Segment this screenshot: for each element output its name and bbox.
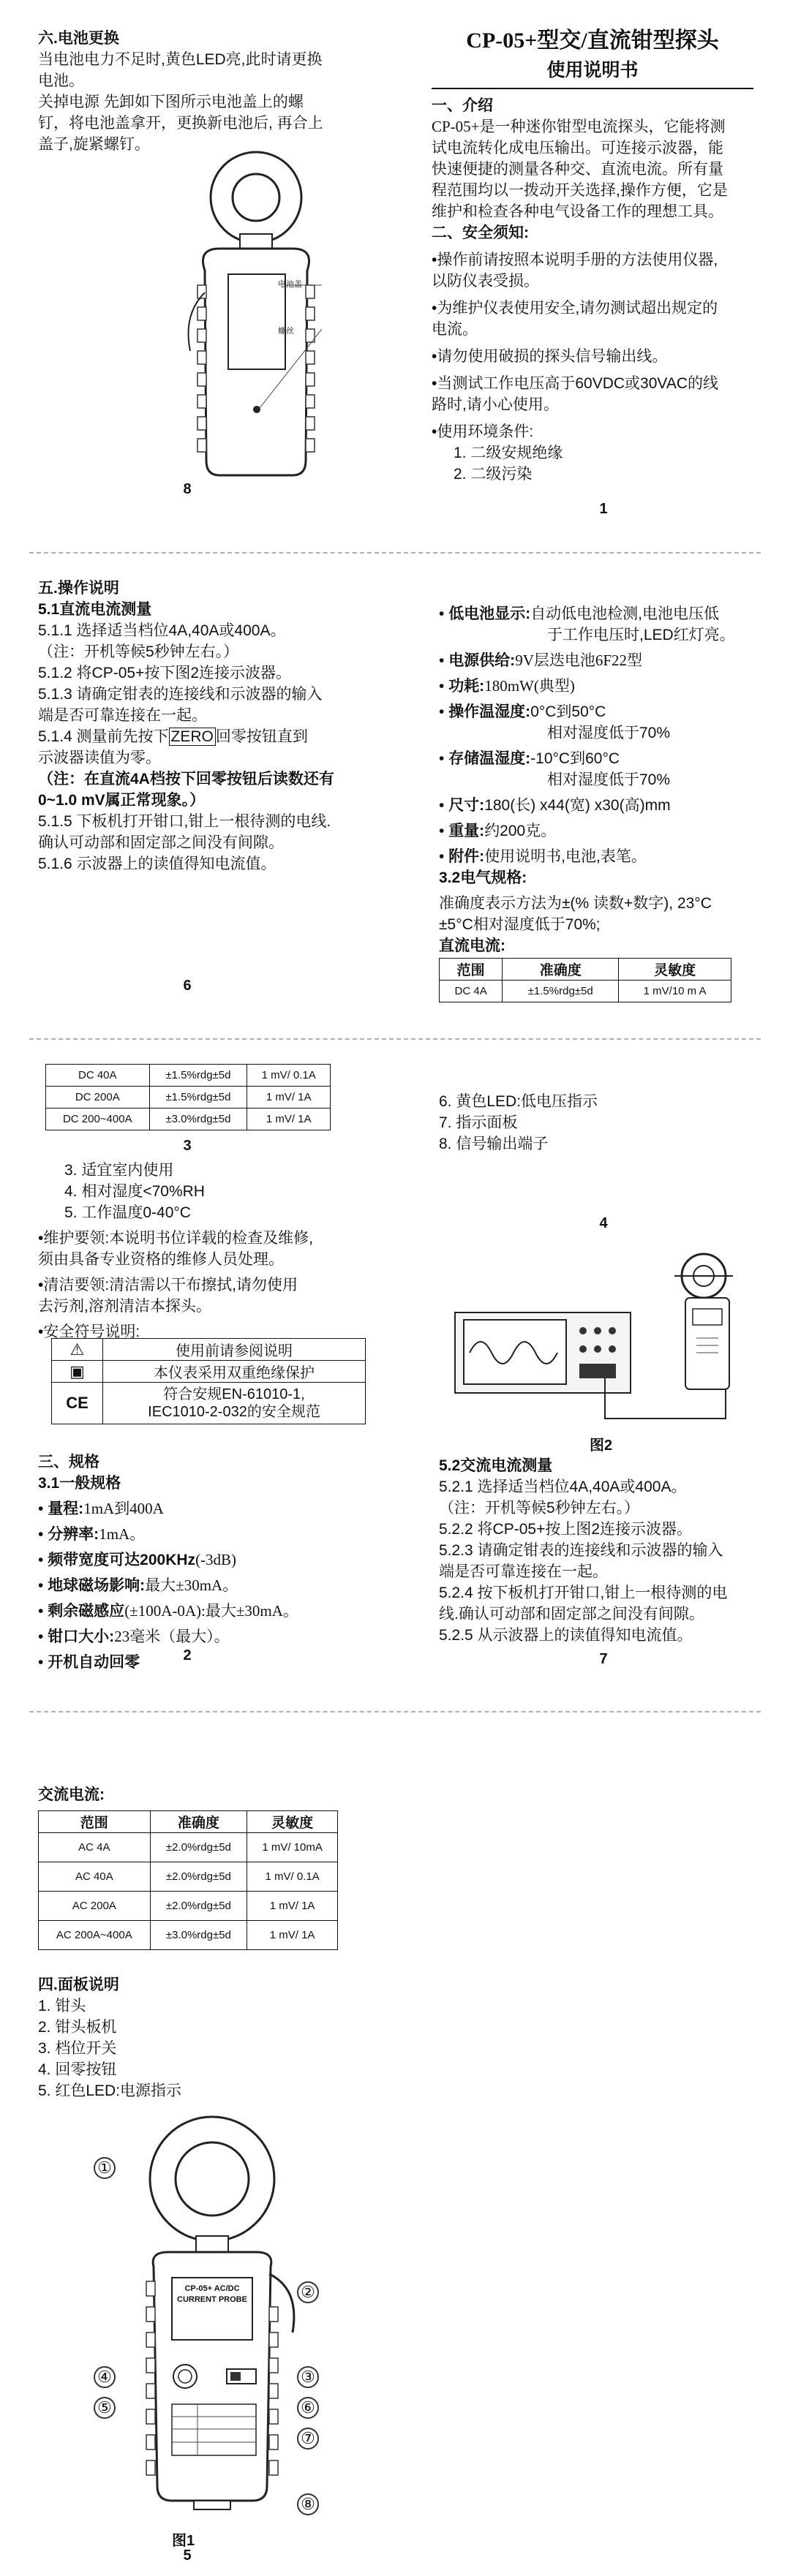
battery-line-3: 关掉电源 先卸如下图所示电池盖上的螺	[38, 94, 304, 110]
spec-accessories: • 附件:使用说明书,电池,表笔。	[439, 848, 647, 865]
clamp-head-back	[211, 152, 301, 243]
page-number-3: 3	[183, 1138, 192, 1154]
spec-resolution-key: 分辨率:	[48, 1526, 99, 1543]
spec-auto-zero: • 开机自动回零	[38, 1654, 140, 1671]
table-cell: 1 mV/ 10mA	[247, 1833, 338, 1862]
dc-step-4	[38, 726, 382, 747]
env-item-2: 2. 二级污染	[454, 466, 533, 483]
accuracy-note-1: 准确度表示方法为±(% 读数+数字), 23°C	[439, 895, 712, 912]
col-range: 范围	[39, 1811, 151, 1833]
spec-dimensions: • 尺寸:180(长) x44(宽) x30(高)mm	[439, 797, 671, 814]
spec-storage-humidity: 相对湿度低于70%	[547, 771, 671, 788]
dc-current-heading: 直流电流:	[439, 937, 505, 954]
page-8-section	[38, 28, 375, 155]
screw-label: 螺丝	[278, 327, 294, 336]
page-7-section	[439, 1455, 761, 1646]
spec-jaw-size-val: 23毫米（最大）。	[114, 1628, 230, 1645]
spec-operating-temp-val: 0°C到50°C	[530, 703, 606, 720]
ce-mark-icon: CE	[52, 1383, 103, 1424]
ac-current-heading: 交流电流:	[38, 1786, 105, 1803]
general-specs-heading: 3.1一般规格	[38, 1475, 121, 1492]
table-cell: AC 200A~400A	[39, 1921, 151, 1950]
table-cell: DC 4A	[440, 981, 503, 1002]
page-4-section	[439, 1091, 761, 1155]
battery-cover-outline	[228, 274, 285, 369]
ac-step-1-note: （注：开机等候5秒钟左右。）	[439, 1500, 640, 1516]
panel-item-8: 8. 信号输出端子	[439, 1136, 549, 1152]
dc-step-1-note: （注：开机等候5秒钟左右。）	[38, 643, 239, 660]
table-cell: 1 mV/10 m A	[619, 981, 731, 1002]
spec-range-key: 量程:	[48, 1500, 84, 1517]
spec-power-supply-key: 电源供给:	[448, 652, 516, 669]
table-cell: 1 mV/ 0.1A	[247, 1065, 331, 1087]
electrical-spec-heading: 3.2电气规格:	[439, 869, 527, 886]
device-label-line-1: CP-05+ AC/DC	[184, 2284, 240, 2293]
table-cell	[103, 1383, 366, 1424]
intro-heading: 一、介绍	[432, 97, 493, 114]
ac-step-4b: 线.确认可动部和固定部之间没有间隙。	[439, 1606, 704, 1623]
battery-cover-label: 电池盖	[278, 280, 302, 289]
table-cell: 本仪表采用双重绝缘保护	[103, 1361, 366, 1383]
oscilloscope-connection-drawing	[448, 1243, 748, 1433]
spec-weight-val: 约200克。	[484, 823, 557, 839]
safety-symbols-heading: •安全符号说明:	[38, 1323, 140, 1340]
ac-step-3b: 端是否可靠连接在一起。	[439, 1563, 608, 1580]
spec-residual-val: (±100A-0A):最大±30mA。	[124, 1602, 298, 1620]
figure-2-caption: 图2	[590, 1438, 613, 1454]
ac-measure-heading: 5.2交流电流测量	[439, 1457, 553, 1474]
panel-item-3: 3. 档位开关	[38, 2040, 117, 2057]
fold-line-3	[29, 1711, 761, 1712]
panel-item-1: 1. 钳头	[38, 1998, 86, 2014]
dc-step-1: 5.1.1 选择适当档位4A,40A或400A。	[38, 622, 286, 639]
spec-low-battery-cont: 于工作电压时,LED红灯亮。	[547, 627, 735, 643]
env-item-4: 4. 相对湿度<70%RH	[64, 1183, 205, 1200]
callout-7: ⑦	[297, 2428, 319, 2450]
ac-step-3a: 5.2.3 请确定钳表的连接线和示波器的输入	[439, 1542, 723, 1559]
ac-step-2: 5.2.2 将CP-05+按上图2连接示波器。	[439, 1521, 693, 1538]
dc-step-3a: 5.1.3 请确定钳表的连接线和示波器的输入	[38, 686, 323, 703]
dc-step-5b: 确认可动部和固定部之间没有间隙。	[38, 834, 284, 851]
spec-operating-humidity: 相对湿度低于70%	[547, 725, 671, 741]
page-1-section	[432, 22, 768, 485]
panel-item-7: 7. 指示面板	[439, 1114, 518, 1131]
col-range: 范围	[440, 959, 503, 981]
callout-6: ⑥	[297, 2397, 319, 2419]
table-header-row	[39, 1811, 338, 1833]
dc-current-table-top	[439, 958, 731, 1002]
intro-line-5: 维护和检查各种电气设备工作的理想工具。	[432, 203, 723, 220]
panel-item-6: 6. 黄色LED:低电压指示	[439, 1093, 598, 1110]
page-3-section	[439, 603, 775, 956]
safety-heading: 二、安全须知:	[432, 224, 529, 241]
table-cell: DC 200~400A	[46, 1108, 150, 1130]
fold-line-1	[29, 552, 761, 554]
safety-item-4a: •当测试工作电压高于60VDC或30VAC的线	[432, 375, 719, 392]
spec-storage-temp: • 存储温湿度:-10°C到60°C	[439, 750, 620, 767]
dc-step-4-pre: 5.1.4 测量前先按下	[38, 728, 169, 745]
table-cell: 1 mV/ 1A	[247, 1087, 331, 1108]
ac-current-table	[38, 1810, 338, 1950]
device-label-line-2: CURRENT PROBE	[177, 2295, 247, 2304]
spec-earth-field: • 地球磁场影响:最大±30mA。	[38, 1576, 238, 1594]
dc-step-4c: 示波器读值为零。	[38, 749, 161, 766]
general-specs	[38, 1451, 382, 1673]
operation-heading: 五.操作说明	[38, 580, 119, 597]
dc-measure-heading: 5.1直流电流测量	[38, 601, 152, 618]
page-2-section	[38, 1160, 382, 1342]
callout-8: ⑧	[297, 2493, 319, 2515]
spec-low-battery: • 低电池显示:自动低电池检测,电池电压低	[439, 605, 720, 622]
dc-step-5a: 5.1.5 下板机打开钳口,钳上一根待测的电线.	[38, 813, 331, 830]
env-item-3: 3. 适宜室内使用	[64, 1162, 174, 1179]
intro-line-2: 试电流转化成电压输出。可连接示波器，能	[432, 140, 723, 156]
spec-power: • 功耗:180mW(典型)	[439, 677, 575, 695]
callout-3: ③	[297, 2366, 319, 2388]
page-number-8: 8	[183, 481, 192, 497]
table-cell: ±2.0%rdg±5d	[150, 1833, 247, 1862]
device-label	[172, 2284, 252, 2305]
table-row	[39, 1892, 338, 1921]
table-cell: 1 mV/ 1A	[247, 1108, 331, 1130]
ce-text-1: 符合安规EN-61010-1,	[163, 1386, 305, 1402]
safety-item-1a: •操作前请按照本说明手册的方法使用仪器,	[432, 252, 718, 268]
table-row	[46, 1087, 331, 1108]
table-cell: ±1.5%rdg±5d	[149, 1087, 247, 1108]
spec-operating-temp: • 操作温湿度:0°C到50°C	[439, 703, 606, 720]
signal-output-terminal	[194, 2501, 230, 2509]
table-row	[39, 1833, 338, 1862]
env-item-1: 1. 二级安规绝缘	[454, 445, 563, 461]
intro-line-3: 快速便捷的测量各种交、直流电流。所有量	[432, 161, 723, 178]
ac-step-1: 5.2.1 选择适当档位4A,40A或400A。	[439, 1478, 687, 1495]
table-cell: ±2.0%rdg±5d	[150, 1892, 247, 1921]
spec-range: • 量程:1mA到400A	[38, 1500, 164, 1517]
dc-current-table-cont	[45, 1064, 331, 1130]
fold-line-2	[29, 1038, 761, 1040]
maintenance-a: •维护要领:本说明书位详载的检查及维修,	[38, 1230, 314, 1247]
safety-item-4b: 路时,请小心使用。	[432, 396, 559, 413]
spec-range-val: 1mA到400A	[83, 1500, 164, 1517]
zero-button-label: ZERO	[169, 728, 216, 746]
table-cell: ±1.5%rdg±5d	[503, 981, 619, 1002]
table-row	[52, 1339, 366, 1361]
battery-heading: 六.电池更换	[38, 30, 119, 47]
ac-step-5: 5.2.5 从示波器上的读值得知电流值。	[439, 1627, 693, 1644]
intro-line-4: 程范围均以一拨动开关选择,操作方便，它是	[432, 182, 728, 199]
spec-accessories-val: 使用说明书,电池,表笔。	[484, 848, 647, 865]
spec-low-battery-val: 自动低电池检测,电池电压低	[530, 605, 720, 622]
ac-step-4a: 5.2.4 按下板机打开钳口,钳上一根待测的电	[439, 1584, 728, 1601]
cleaning-b: 去污剂,溶剂清洁本探头。	[38, 1298, 211, 1315]
callout-5: ⑤	[94, 2397, 116, 2419]
spec-accessories-key: 附件:	[448, 848, 485, 865]
ce-text-2: IEC1010-2-032的安全规范	[148, 1404, 320, 1420]
table-cell: AC 4A	[39, 1833, 151, 1862]
page-number-5: 5	[183, 2547, 192, 2564]
dc-step-3b: 端是否可靠连接在一起。	[38, 707, 207, 724]
spec-operating-temp-key: 操作温湿度:	[448, 703, 531, 720]
spec-bandwidth-val: (-3dB)	[195, 1551, 237, 1568]
spec-bandwidth: • 频带宽度可达200KHz(-3dB)	[38, 1551, 237, 1568]
safety-item-1b: 以防仪表受损。	[432, 273, 539, 290]
battery-line-5: 盖子,旋紧螺钉。	[38, 136, 150, 153]
panel-item-2: 2. 钳头板机	[38, 2019, 117, 2036]
table-row	[46, 1065, 331, 1087]
maintenance-b: 须由具备专业资格的维修人员处理。	[38, 1251, 284, 1268]
spec-power-supply: • 电源供给:9V层迭电池6F22型	[439, 651, 643, 669]
document-subtitle: 使用说明书	[546, 61, 639, 80]
spec-weight: • 重量:约200克。	[439, 823, 557, 839]
dc-step-6: 5.1.6 示波器上的读值得知电流值。	[38, 855, 276, 872]
table-cell: AC 200A	[39, 1892, 151, 1921]
table-cell: AC 40A	[39, 1862, 151, 1892]
callout-2: ②	[297, 2281, 319, 2303]
table-row	[46, 1108, 331, 1130]
table-header-row	[440, 959, 731, 981]
panel-item-5: 5. 红色LED:电源指示	[38, 2082, 182, 2099]
table-cell: 1 mV/ 1A	[247, 1921, 338, 1950]
dc-note-2: 0~1.0 mV属正常现象。）	[38, 792, 206, 809]
panel-description	[38, 1974, 382, 2101]
spec-power-key: 功耗:	[448, 678, 485, 695]
page-6-section	[38, 578, 382, 875]
spec-auto-zero-key: 开机自动回零	[48, 1654, 140, 1671]
spec-residual: • 剩余磁感应(±100A-0A):最大±30mA。	[38, 1602, 298, 1620]
spec-dimensions-val: 180(长) x44(宽) x30(高)mm	[484, 797, 671, 814]
battery-line-2: 电池。	[38, 72, 84, 89]
accuracy-note-2: ±5°C相对湿度低于70%;	[439, 916, 601, 933]
spec-jaw-size: • 钳口大小:23毫米（最大）。	[38, 1628, 230, 1645]
spec-power-supply-val: 9V层迭电池6F22型	[515, 651, 643, 669]
table-cell: 1 mV/ 0.1A	[247, 1862, 338, 1892]
page-number-6: 6	[183, 978, 192, 994]
probe-back-drawing	[176, 146, 344, 483]
table-row	[52, 1383, 366, 1424]
col-accuracy: 准确度	[150, 1811, 247, 1833]
probe-front-drawing	[110, 2106, 329, 2515]
table-cell: DC 40A	[46, 1065, 150, 1087]
table-row	[39, 1921, 338, 1950]
battery-line-4: 钉，将电池盖拿开，更换新电池后, 再合上	[38, 115, 323, 132]
spec-low-battery-key: 低电池显示:	[448, 605, 531, 622]
table-cell: ±2.0%rdg±5d	[150, 1862, 247, 1892]
table-row	[39, 1862, 338, 1892]
env-item-5: 5. 工作温度0-40°C	[64, 1204, 191, 1221]
intro-line-1: CP-05+是一种迷你钳型电流探头，它能将测	[432, 118, 726, 135]
dc-step-4-post: 回零按钮直到	[215, 728, 308, 745]
callout-4: ④	[94, 2366, 116, 2388]
figure-1-caption: 图1	[172, 2533, 195, 2549]
document-title: CP-05+型交/直流钳型探头	[466, 29, 719, 53]
spec-resolution-val: 1mA。	[99, 1525, 146, 1543]
table-cell: 1 mV/ 1A	[247, 1892, 338, 1921]
spec-storage-temp-key: 存储温湿度:	[448, 750, 531, 767]
panel-item-4: 4. 回零按钮	[38, 2061, 117, 2078]
page-number-2: 2	[183, 1647, 192, 1663]
cleaning-a: •清洁要领:清洁需以干布擦拭,请勿使用	[38, 1277, 298, 1293]
page-number-4: 4	[599, 1215, 608, 1231]
table-cell: ±3.0%rdg±5d	[149, 1108, 247, 1130]
dc-note-1: （注：在直流4A档按下回零按钮后读数还有	[38, 771, 334, 787]
spec-earth-field-val: 最大±30mA。	[145, 1576, 238, 1594]
spec-power-val: 180mW(典型)	[484, 677, 575, 695]
warning-triangle-icon: ⚠	[52, 1339, 103, 1361]
safety-item-3: •请勿使用破损的探头信号输出线。	[432, 348, 668, 365]
safety-item-2b: 电流。	[432, 321, 478, 338]
table-cell: ±3.0%rdg±5d	[150, 1921, 247, 1950]
col-sensitivity: 灵敏度	[247, 1811, 338, 1833]
col-accuracy: 准确度	[503, 959, 619, 981]
spec-jaw-size-key: 钳口大小:	[48, 1628, 115, 1645]
specs-heading: 三、规格	[38, 1454, 99, 1470]
safety-item-2a: •为维护仪表使用安全,请勿测试超出规定的	[432, 300, 718, 317]
page-number-1: 1	[599, 501, 608, 517]
page-number-7: 7	[599, 1651, 608, 1667]
clamp-head	[150, 2117, 274, 2241]
spec-residual-key: 剩余磁感应	[48, 1603, 125, 1620]
indicator-panel	[172, 2404, 256, 2455]
spec-weight-key: 重量:	[448, 823, 485, 839]
spec-storage-temp-val: -10°C到60°C	[530, 750, 620, 767]
table-cell: ±1.5%rdg±5d	[149, 1065, 247, 1087]
col-sensitivity: 灵敏度	[619, 959, 731, 981]
table-row	[440, 981, 731, 1002]
table-row	[52, 1361, 366, 1383]
dc-step-2: 5.1.2 将CP-05+按下图2连接示波器。	[38, 665, 292, 681]
table-cell: DC 200A	[46, 1087, 150, 1108]
spec-dimensions-key: 尺寸:	[448, 797, 485, 814]
safety-item-5: •使用环境条件:	[432, 423, 534, 440]
double-insulation-icon: ▣	[52, 1361, 103, 1383]
safety-symbols-table	[51, 1338, 366, 1424]
table-cell: 使用前请参阅说明	[103, 1339, 366, 1361]
spec-resolution: • 分辨率:1mA。	[38, 1525, 146, 1543]
battery-line-1: 当电池电力不足时,黄色LED亮,此时请更换	[38, 51, 323, 68]
spec-earth-field-key: 地球磁场影响:	[48, 1577, 146, 1594]
spec-bandwidth-key: 频带宽度可达200KHz	[48, 1552, 196, 1568]
panel-heading: 四.面板说明	[38, 1976, 119, 1993]
callout-1: ①	[94, 2157, 116, 2179]
